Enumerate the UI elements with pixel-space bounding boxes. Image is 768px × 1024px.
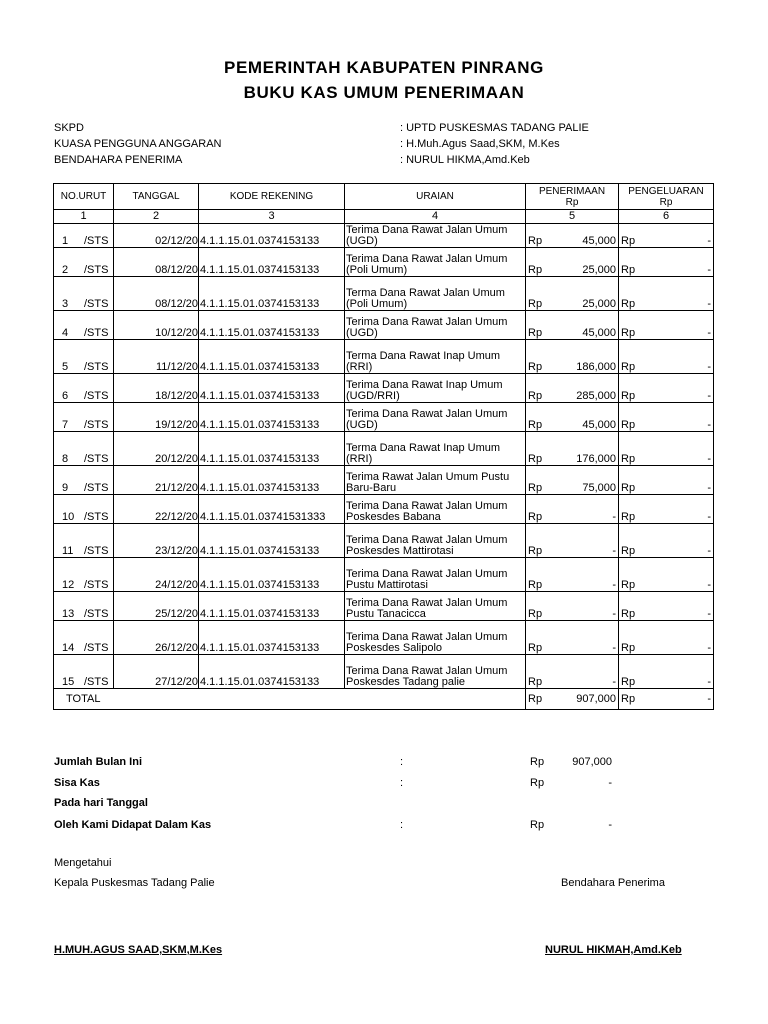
table-row bbox=[54, 224, 714, 248]
left-signer-title: Kepala Puskesmas Tadang Palie bbox=[54, 877, 215, 889]
col-number: 3 bbox=[199, 210, 345, 224]
row-sts: /STS bbox=[84, 642, 109, 654]
cell-no-urut bbox=[54, 374, 114, 403]
header-penerimaan bbox=[526, 184, 619, 210]
row-sts: /STS bbox=[84, 298, 109, 310]
row-sts: /STS bbox=[84, 419, 109, 431]
rp-label: Rp bbox=[621, 511, 636, 523]
cell-uraian: Terima Dana Rawat Jalan Umum (UGD) bbox=[345, 311, 526, 340]
cell-penerimaan bbox=[526, 311, 619, 340]
cell-uraian: Terima Dana Rawat Jalan Umum (UGD) bbox=[345, 224, 526, 248]
info-label-bendahara: BENDAHARA PENERIMA bbox=[54, 154, 183, 166]
summary-value: - bbox=[608, 819, 612, 831]
cell-uraian: Terma Dana Rawat Inap Umum (RRI) bbox=[345, 432, 526, 466]
rp-label: Rp bbox=[528, 298, 543, 310]
cell-pengeluaran bbox=[619, 495, 714, 524]
table-row bbox=[54, 311, 714, 340]
rp-label: Rp bbox=[621, 608, 636, 620]
summary-rp: Rp bbox=[530, 756, 545, 768]
summary-rp: Rp bbox=[530, 819, 545, 831]
pengeluaran-value: - bbox=[707, 545, 711, 557]
row-number: 1 bbox=[62, 235, 69, 247]
penerimaan-value: - bbox=[612, 676, 616, 688]
right-signer-title: Bendahara Penerima bbox=[561, 877, 665, 889]
rp-label: Rp bbox=[621, 642, 636, 654]
cell-penerimaan bbox=[526, 466, 619, 495]
rp-label: Rp bbox=[528, 235, 543, 247]
summary-value: - bbox=[608, 777, 612, 789]
cell-no-urut bbox=[54, 248, 114, 277]
cell-penerimaan bbox=[526, 495, 619, 524]
cell-penerimaan bbox=[526, 558, 619, 592]
col-number: 5 bbox=[526, 210, 619, 224]
penerimaan-value: 25,000 bbox=[582, 298, 616, 310]
row-sts: /STS bbox=[84, 545, 109, 557]
rp-label: Rp bbox=[528, 419, 543, 431]
cell-penerimaan bbox=[526, 524, 619, 558]
cell-tanggal: 18/12/20 bbox=[114, 374, 199, 403]
rp-label: Rp bbox=[621, 482, 636, 494]
cell-kode-rekening: 4.1.1.15.01.0374153133 bbox=[199, 311, 345, 340]
row-number: 9 bbox=[62, 482, 69, 494]
cell-penerimaan bbox=[526, 224, 619, 248]
total-label-text: TOTAL bbox=[66, 692, 101, 705]
cell-pengeluaran bbox=[619, 558, 714, 592]
total-pengeluaran bbox=[619, 689, 714, 710]
header-uraian: URAIAN bbox=[345, 184, 526, 210]
rp-label: Rp bbox=[621, 453, 636, 465]
total-penerimaan-value: 907,000 bbox=[576, 692, 616, 705]
cell-uraian: Terima Dana Rawat Jalan Umum Poskesdes Babana bbox=[345, 495, 526, 524]
right-signer-name: NURUL HIKMAH,Amd.Keb bbox=[545, 944, 682, 956]
cell-penerimaan bbox=[526, 655, 619, 689]
summary-value: 907,000 bbox=[572, 756, 612, 768]
cell-no-urut bbox=[54, 655, 114, 689]
cell-kode-rekening: 4.1.1.15.01.0374153133 bbox=[199, 248, 345, 277]
cell-uraian: Terima Dana Rawat Jalan Umum Pustu Mattirotasi bbox=[345, 558, 526, 592]
column-number-row bbox=[54, 210, 714, 224]
table-row bbox=[54, 466, 714, 495]
cell-kode-rekening: 4.1.1.15.01.0374153133 bbox=[199, 340, 345, 374]
pengeluaran-value: - bbox=[707, 235, 711, 247]
rp-label: Rp bbox=[528, 545, 543, 557]
rp-label: Rp bbox=[528, 361, 543, 373]
cell-pengeluaran bbox=[619, 432, 714, 466]
cell-pengeluaran bbox=[619, 466, 714, 495]
cell-tanggal: 22/12/20 bbox=[114, 495, 199, 524]
table-row bbox=[54, 524, 714, 558]
cell-penerimaan bbox=[526, 621, 619, 655]
page-title: PEMERINTAH KABUPATEN PINRANG bbox=[224, 58, 544, 77]
cell-uraian: Terima Rawat Jalan Umum Pustu Baru-Baru bbox=[345, 466, 526, 495]
cell-no-urut bbox=[54, 495, 114, 524]
table-row bbox=[54, 248, 714, 277]
cell-tanggal: 19/12/20 bbox=[114, 403, 199, 432]
row-number: 12 bbox=[62, 579, 75, 591]
row-number: 2 bbox=[62, 264, 69, 276]
cell-no-urut bbox=[54, 466, 114, 495]
cell-kode-rekening: 4.1.1.15.01.0374153133 bbox=[199, 277, 345, 311]
cell-kode-rekening: 4.1.1.15.01.0374153133 bbox=[199, 374, 345, 403]
info-label-skpd: SKPD bbox=[54, 122, 84, 134]
rp-label: Rp bbox=[621, 692, 636, 705]
summary-label: Sisa Kas bbox=[54, 777, 100, 789]
penerimaan-value: 285,000 bbox=[576, 390, 616, 402]
pengeluaran-value: - bbox=[707, 579, 711, 591]
table-row bbox=[54, 621, 714, 655]
row-sts: /STS bbox=[84, 608, 109, 620]
pengeluaran-value: - bbox=[707, 676, 711, 688]
col-number: 4 bbox=[345, 210, 526, 224]
rp-label: Rp bbox=[621, 419, 636, 431]
row-sts: /STS bbox=[84, 511, 109, 523]
table-row bbox=[54, 592, 714, 621]
summary-label: Oleh Kami Didapat Dalam Kas bbox=[54, 819, 212, 831]
cell-pengeluaran bbox=[619, 248, 714, 277]
row-number: 13 bbox=[62, 608, 75, 620]
pengeluaran-value: - bbox=[707, 390, 711, 402]
row-sts: /STS bbox=[84, 579, 109, 591]
cell-pengeluaran bbox=[619, 277, 714, 311]
penerimaan-value: 75,000 bbox=[582, 482, 616, 494]
cell-pengeluaran bbox=[619, 592, 714, 621]
summary-label: Pada hari Tanggal bbox=[54, 797, 148, 809]
cell-kode-rekening: 4.1.1.15.01.0374153133 bbox=[199, 524, 345, 558]
rp-label: Rp bbox=[528, 482, 543, 494]
row-sts: /STS bbox=[84, 361, 109, 373]
row-number: 3 bbox=[62, 298, 69, 310]
penerimaan-value: 25,000 bbox=[582, 264, 616, 276]
table-row bbox=[54, 277, 714, 311]
row-number: 5 bbox=[62, 361, 69, 373]
rp-label: Rp bbox=[621, 390, 636, 402]
rp-label: Rp bbox=[621, 298, 636, 310]
rp-label: Rp bbox=[528, 264, 543, 276]
rp-label: Rp bbox=[621, 545, 636, 557]
penerimaan-value: - bbox=[612, 545, 616, 557]
info-value-skpd: : UPTD PUSKESMAS TADANG PALIE bbox=[400, 122, 589, 134]
cell-no-urut bbox=[54, 558, 114, 592]
cell-penerimaan bbox=[526, 592, 619, 621]
cell-tanggal: 27/12/20 bbox=[114, 655, 199, 689]
pengeluaran-value: - bbox=[707, 482, 711, 494]
rp-label: Rp bbox=[528, 642, 543, 654]
pengeluaran-value: - bbox=[707, 264, 711, 276]
row-sts: /STS bbox=[84, 482, 109, 494]
header-kode: KODE REKENING bbox=[199, 184, 345, 210]
table-row bbox=[54, 340, 714, 374]
penerimaan-value: 186,000 bbox=[576, 361, 616, 373]
cell-no-urut bbox=[54, 340, 114, 374]
header-tanggal: TANGGAL bbox=[114, 184, 199, 210]
pengeluaran-value: - bbox=[707, 327, 711, 339]
table-row bbox=[54, 403, 714, 432]
header-pengeluaran-label: PENGELUARAN bbox=[628, 185, 704, 197]
table-row bbox=[54, 655, 714, 689]
summary-label: Jumlah Bulan Ini bbox=[54, 756, 143, 768]
header-no-urut: NO.URUT bbox=[54, 184, 114, 210]
header-penerimaan-label: PENERIMAAN bbox=[538, 185, 606, 197]
penerimaan-value: 45,000 bbox=[582, 327, 616, 339]
col-number: 6 bbox=[619, 210, 714, 224]
penerimaan-value: 176,000 bbox=[576, 453, 616, 465]
cell-penerimaan bbox=[526, 432, 619, 466]
cell-tanggal: 26/12/20 bbox=[114, 621, 199, 655]
pengeluaran-value: - bbox=[707, 298, 711, 310]
cell-pengeluaran bbox=[619, 403, 714, 432]
cell-tanggal: 10/12/20 bbox=[114, 311, 199, 340]
table-row bbox=[54, 374, 714, 403]
total-row bbox=[54, 689, 714, 710]
row-sts: /STS bbox=[84, 453, 109, 465]
rp-label: Rp bbox=[528, 676, 543, 688]
summary-colon: : bbox=[400, 777, 404, 789]
cell-pengeluaran bbox=[619, 340, 714, 374]
row-number: 10 bbox=[62, 511, 75, 523]
info-label-kpa: KUASA PENGGUNA ANGGARAN bbox=[54, 138, 222, 150]
cell-kode-rekening: 4.1.1.15.01.0374153133 bbox=[199, 432, 345, 466]
summary-colon: : bbox=[400, 756, 404, 768]
kas-table bbox=[53, 183, 714, 710]
total-penerimaan bbox=[526, 689, 619, 710]
cell-uraian: Terima Dana Rawat Jalan Umum Pustu Tanacicca bbox=[345, 592, 526, 621]
cell-uraian: Terma Dana Rawat Inap Umum (RRI) bbox=[345, 340, 526, 374]
row-number: 14 bbox=[62, 642, 75, 654]
header-pengeluaran bbox=[619, 184, 714, 210]
page-subtitle: BUKU KAS UMUM PENERIMAAN bbox=[243, 83, 525, 102]
cell-kode-rekening: 4.1.1.15.01.0374153133 bbox=[199, 224, 345, 248]
rp-label: Rp bbox=[528, 453, 543, 465]
row-sts: /STS bbox=[84, 676, 109, 688]
cell-uraian: Terima Dana Rawat Jalan Umum Poskesdes Salipolo bbox=[345, 621, 526, 655]
row-number: 6 bbox=[62, 390, 69, 402]
total-label bbox=[54, 689, 526, 710]
cell-kode-rekening: 4.1.1.15.01.0374153133 bbox=[199, 466, 345, 495]
cell-no-urut bbox=[54, 277, 114, 311]
summary-rp: Rp bbox=[530, 777, 545, 789]
cell-no-urut bbox=[54, 311, 114, 340]
penerimaan-value: - bbox=[612, 642, 616, 654]
pengeluaran-value: - bbox=[707, 511, 711, 523]
row-number: 4 bbox=[62, 327, 69, 339]
cell-pengeluaran bbox=[619, 655, 714, 689]
row-sts: /STS bbox=[84, 235, 109, 247]
row-number: 11 bbox=[62, 545, 74, 557]
rp-label: Rp bbox=[621, 676, 636, 688]
cell-penerimaan bbox=[526, 340, 619, 374]
cell-kode-rekening: 4.1.1.15.01.0374153133 bbox=[199, 621, 345, 655]
cell-uraian: Terima Dana Rawat Jalan Umum (Poli Umum) bbox=[345, 248, 526, 277]
pengeluaran-value: - bbox=[707, 419, 711, 431]
mengetahui-label: Mengetahui bbox=[54, 857, 112, 869]
rp-label: Rp bbox=[528, 692, 543, 705]
col-number: 2 bbox=[114, 210, 199, 224]
cell-uraian: Terima Dana Rawat Jalan Umum (UGD) bbox=[345, 403, 526, 432]
pengeluaran-value: - bbox=[707, 608, 711, 620]
penerimaan-value: 45,000 bbox=[582, 235, 616, 247]
table-row bbox=[54, 432, 714, 466]
cell-pengeluaran bbox=[619, 524, 714, 558]
cell-tanggal: 24/12/20 bbox=[114, 558, 199, 592]
rp-label: Rp bbox=[528, 579, 543, 591]
cell-no-urut bbox=[54, 403, 114, 432]
info-value-kpa: : H.Muh.Agus Saad,SKM, M.Kes bbox=[400, 138, 560, 150]
cell-tanggal: 02/12/20 bbox=[114, 224, 199, 248]
row-sts: /STS bbox=[84, 327, 109, 339]
penerimaan-value: - bbox=[612, 608, 616, 620]
cell-uraian: Terima Dana Rawat Jalan Umum Poskesdes Tadang palie bbox=[345, 655, 526, 689]
row-sts: /STS bbox=[84, 390, 109, 402]
cell-penerimaan bbox=[526, 248, 619, 277]
rp-label: Rp bbox=[528, 511, 543, 523]
cell-kode-rekening: 4.1.1.15.01.0374153133 bbox=[199, 655, 345, 689]
cell-kode-rekening: 4.1.1.15.01.03741531333 bbox=[199, 495, 345, 524]
row-number: 7 bbox=[62, 419, 69, 431]
rp-label: Rp bbox=[621, 235, 636, 247]
cell-kode-rekening: 4.1.1.15.01.0374153133 bbox=[199, 558, 345, 592]
penerimaan-value: 45,000 bbox=[582, 419, 616, 431]
table-row bbox=[54, 495, 714, 524]
cell-tanggal: 20/12/20 bbox=[114, 432, 199, 466]
rp-label: Rp bbox=[528, 327, 543, 339]
cell-tanggal: 25/12/20 bbox=[114, 592, 199, 621]
row-number: 15 bbox=[62, 676, 75, 688]
table-header-row bbox=[54, 184, 714, 210]
cell-no-urut bbox=[54, 621, 114, 655]
rp-label: Rp bbox=[528, 608, 543, 620]
cell-pengeluaran bbox=[619, 224, 714, 248]
info-value-bendahara: : NURUL HIKMA,Amd.Keb bbox=[400, 154, 530, 166]
cell-uraian: Terima Dana Rawat Jalan Umum Poskesdes Mattirotasi bbox=[345, 524, 526, 558]
header-pengeluaran-rp: Rp bbox=[659, 196, 673, 208]
rp-label: Rp bbox=[621, 327, 636, 339]
cell-tanggal: 08/12/20 bbox=[114, 277, 199, 311]
cell-kode-rekening: 4.1.1.15.01.0374153133 bbox=[199, 403, 345, 432]
row-sts: /STS bbox=[84, 264, 109, 276]
cell-no-urut bbox=[54, 224, 114, 248]
cell-penerimaan bbox=[526, 374, 619, 403]
cell-tanggal: 23/12/20 bbox=[114, 524, 199, 558]
penerimaan-value: - bbox=[612, 579, 616, 591]
pengeluaran-value: - bbox=[707, 361, 711, 373]
pengeluaran-value: - bbox=[707, 453, 711, 465]
cell-tanggal: 11/12/20 bbox=[114, 340, 199, 374]
table-row bbox=[54, 558, 714, 592]
header-penerimaan-rp: Rp bbox=[565, 196, 579, 208]
summary-colon: : bbox=[400, 819, 404, 831]
total-pengeluaran-value: - bbox=[707, 692, 711, 705]
cell-pengeluaran bbox=[619, 621, 714, 655]
cell-tanggal: 21/12/20 bbox=[114, 466, 199, 495]
rp-label: Rp bbox=[621, 361, 636, 373]
penerimaan-value: - bbox=[612, 511, 616, 523]
rp-label: Rp bbox=[621, 264, 636, 276]
cell-no-urut bbox=[54, 432, 114, 466]
left-signer-name: H.MUH.AGUS SAAD,SKM,M.Kes bbox=[54, 944, 223, 956]
cell-no-urut bbox=[54, 592, 114, 621]
cell-penerimaan bbox=[526, 277, 619, 311]
cell-uraian: Terma Dana Rawat Jalan Umum (Poli Umum) bbox=[345, 277, 526, 311]
col-number: 1 bbox=[54, 210, 114, 224]
rp-label: Rp bbox=[621, 579, 636, 591]
cell-pengeluaran bbox=[619, 374, 714, 403]
rp-label: Rp bbox=[528, 390, 543, 402]
pengeluaran-value: - bbox=[707, 642, 711, 654]
cell-kode-rekening: 4.1.1.15.01.0374153133 bbox=[199, 592, 345, 621]
cell-tanggal: 08/12/20 bbox=[114, 248, 199, 277]
cell-penerimaan bbox=[526, 403, 619, 432]
cell-uraian: Terima Dana Rawat Inap Umum (UGD/RRI) bbox=[345, 374, 526, 403]
cell-pengeluaran bbox=[619, 311, 714, 340]
row-number: 8 bbox=[62, 453, 69, 465]
cell-no-urut bbox=[54, 524, 114, 558]
